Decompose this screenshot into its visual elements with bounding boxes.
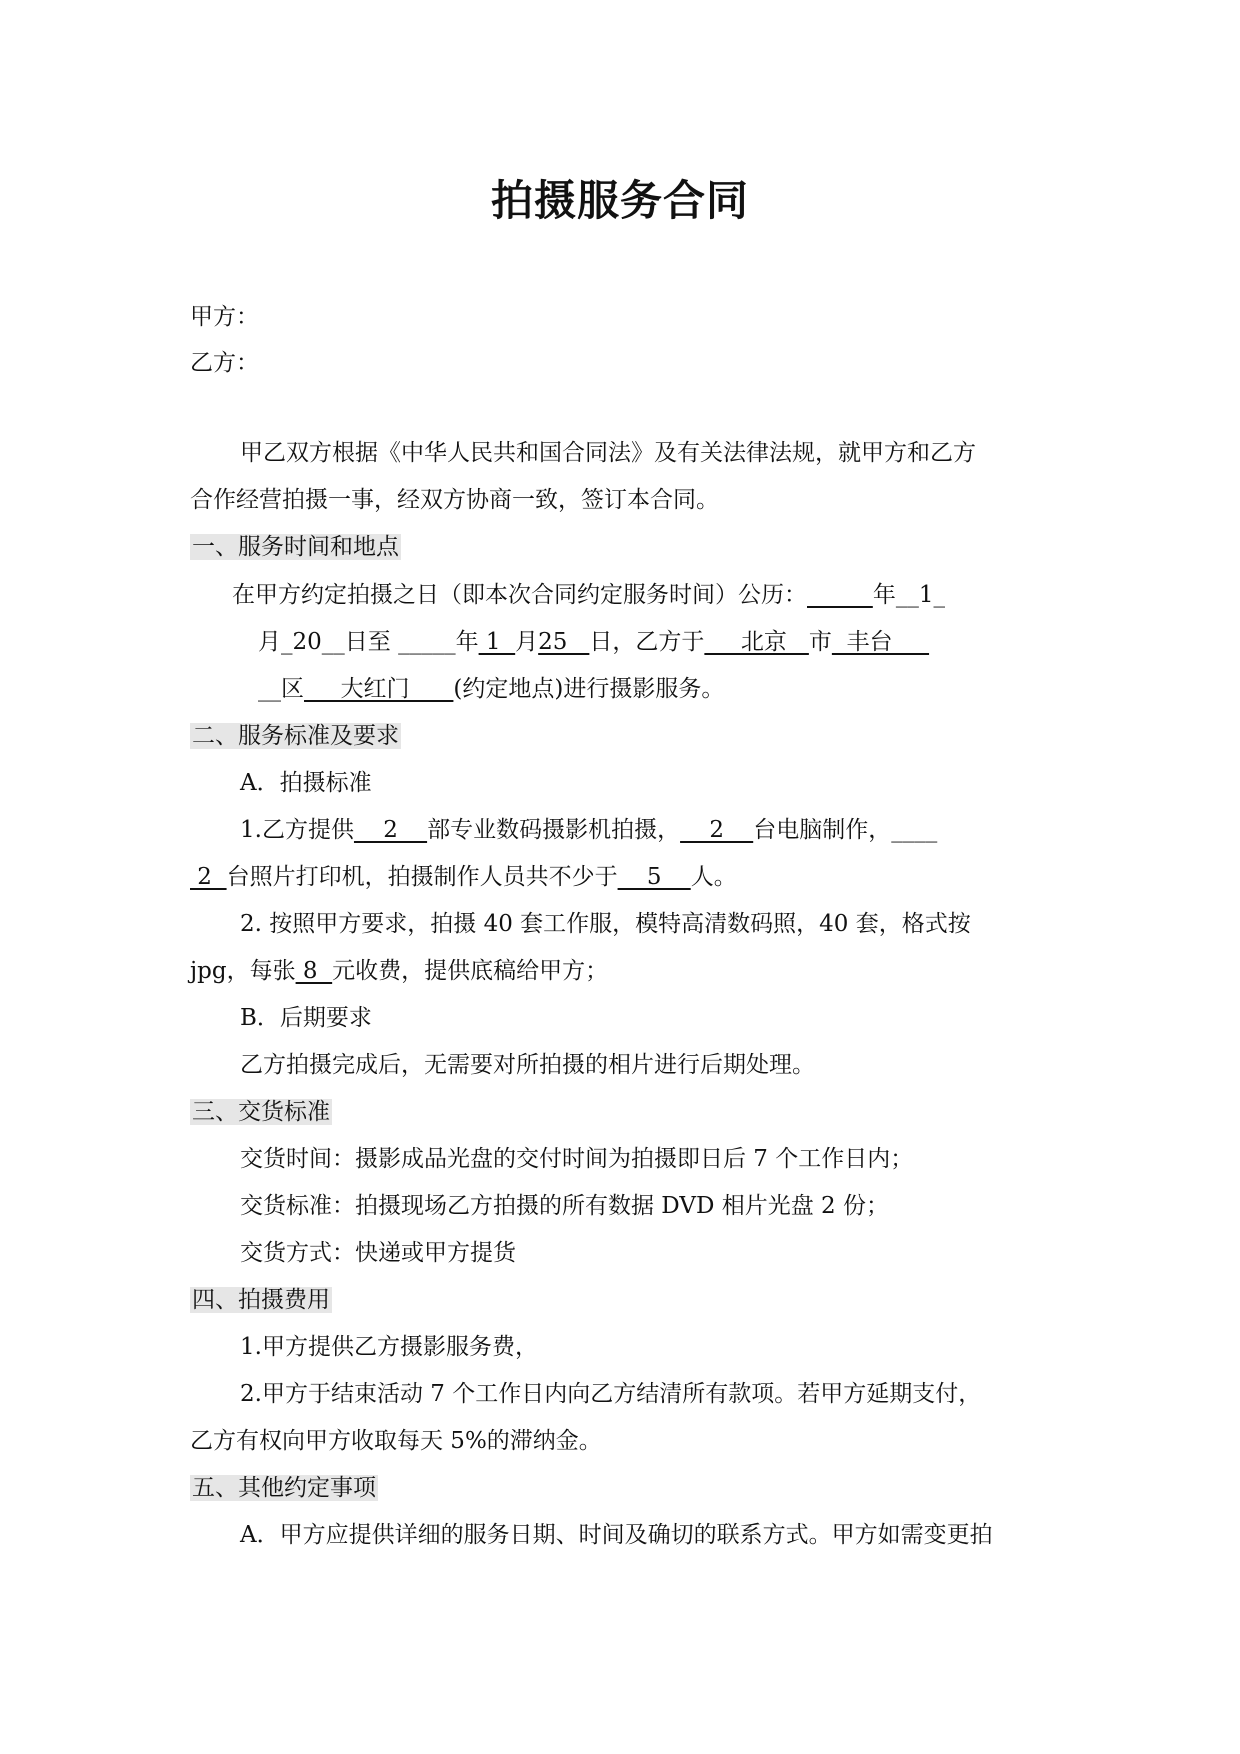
s1-place-value: 大红门 <box>304 676 454 702</box>
intro-line-2: 合作经营拍摄一事，经双方协商一致，签订本合同。 <box>190 487 719 513</box>
s2-i1-text-1: 1.乙方提供 <box>240 817 354 843</box>
s2-item-1-line-2 <box>190 862 737 892</box>
section-1-line-3 <box>258 674 724 704</box>
party-a-label: 甲方： <box>190 304 259 330</box>
s1-text-10: (约定地点)进行摄影服务。 <box>453 676 725 702</box>
s2-i1-text-4: 台照片打印机，拍摄制作人员共不少于 <box>226 864 618 890</box>
s1-year2-blank: _____ <box>398 629 456 655</box>
s1-text-6: 月 <box>515 629 539 655</box>
s1-day2-value: 25 <box>538 629 590 655</box>
s2-i2-text-1: jpg，每张 <box>190 958 296 984</box>
s1-district-value: 丰台 <box>831 629 930 655</box>
s2-item-2-line-1: 2. 按照甲方要求，拍摄 40 套工作服，模特高清数码照，40 套，格式按 <box>240 911 971 937</box>
section-4-heading <box>190 1285 332 1315</box>
s2-item-1-line-1 <box>240 815 937 845</box>
s1-line3-prefix: __ <box>258 676 281 702</box>
s1-city-value: 北京 <box>704 629 809 655</box>
s2-computers-value: 2 <box>680 817 754 843</box>
s1-text-7: 日，乙方于 <box>589 629 705 655</box>
party-b-label: 乙方： <box>190 350 259 376</box>
s2-staff-value: 5 <box>617 864 691 890</box>
s2-i2-text-2: 元收费，提供底稿给甲方； <box>332 958 609 984</box>
s2-i1-text-2: 部专业数码摄影机拍摄， <box>427 817 681 843</box>
s2-cameras-value: 2 <box>353 817 428 843</box>
section-1-line-1 <box>232 580 945 610</box>
section-2-heading-text: 二、服务标准及要求 <box>192 723 399 749</box>
section-4-heading-text: 四、拍摄费用 <box>192 1287 330 1313</box>
section-1-heading <box>190 532 401 562</box>
s4-item-2-line-1: 2.甲方于结束活动 7 个工作日内向乙方结清所有款项。若甲方延期支付， <box>240 1381 982 1407</box>
section-5-heading-text: 五、其他约定事项 <box>192 1475 376 1501</box>
s2-printers-value: 2 <box>190 864 227 890</box>
s3-delivery-time: 交货时间：摄影成品光盘的交付时间为拍摄即日后 7 个工作日内； <box>240 1146 914 1172</box>
section-1-line-2 <box>258 627 929 657</box>
s1-text-5: 年 <box>455 629 479 655</box>
s2-sub-a: A．拍摄标准 <box>240 770 372 796</box>
document-title: 拍摄服务合同 <box>490 176 749 225</box>
s1-text-4: 日至 <box>344 629 399 655</box>
s1-text-8: 市 <box>808 629 832 655</box>
s2-i1-tail: ____ <box>891 817 938 843</box>
s3-delivery-method: 交货方式：快递或甲方提货 <box>240 1240 516 1266</box>
s2-post-text: 乙方拍摄完成后，无需要对所拍摄的相片进行后期处理。 <box>240 1052 815 1078</box>
s5-item-a-line-1: A．甲方应提供详细的服务日期、时间及确切的联系方式。甲方如需变更拍 <box>240 1522 993 1548</box>
s4-item-2-line-2: 乙方有权向甲方收取每天 5%的滞纳金。 <box>190 1428 602 1454</box>
section-2-heading <box>190 721 401 751</box>
s1-day-value: _20__ <box>281 629 345 655</box>
section-3-heading <box>190 1097 332 1127</box>
s1-month-value: __1_ <box>895 582 945 608</box>
s1-month2-value: 1 <box>478 629 516 655</box>
s2-sub-b: B．后期要求 <box>240 1005 372 1031</box>
section-1-heading-text: 一、服务时间和地点 <box>192 534 399 560</box>
s4-item-1: 1.甲方提供乙方摄影服务费， <box>240 1334 538 1360</box>
s2-i1-text-3: 台电脑制作， <box>753 817 892 843</box>
s3-delivery-standard: 交货标准：拍摄现场乙方拍摄的所有数据 DVD 相片光盘 2 份； <box>240 1193 889 1219</box>
s1-text-2: 年 <box>872 582 896 608</box>
s2-i1-text-5: 人。 <box>690 864 737 890</box>
s1-year-blank <box>807 582 873 608</box>
s1-text-9: 区 <box>281 676 304 702</box>
section-3-heading-text: 三、交货标准 <box>192 1099 330 1125</box>
s1-text-3: 月 <box>258 629 281 655</box>
intro-line-1: 甲乙双方根据《中华人民共和国合同法》及有关法律法规，就甲方和乙方 <box>240 440 976 466</box>
s2-item-2-line-2 <box>190 956 608 986</box>
s2-price-value: 8 <box>295 958 333 984</box>
section-5-heading <box>190 1473 378 1503</box>
s1-text-1: 在甲方约定拍摄之日（即本次合同约定服务时间）公历： <box>232 582 807 608</box>
